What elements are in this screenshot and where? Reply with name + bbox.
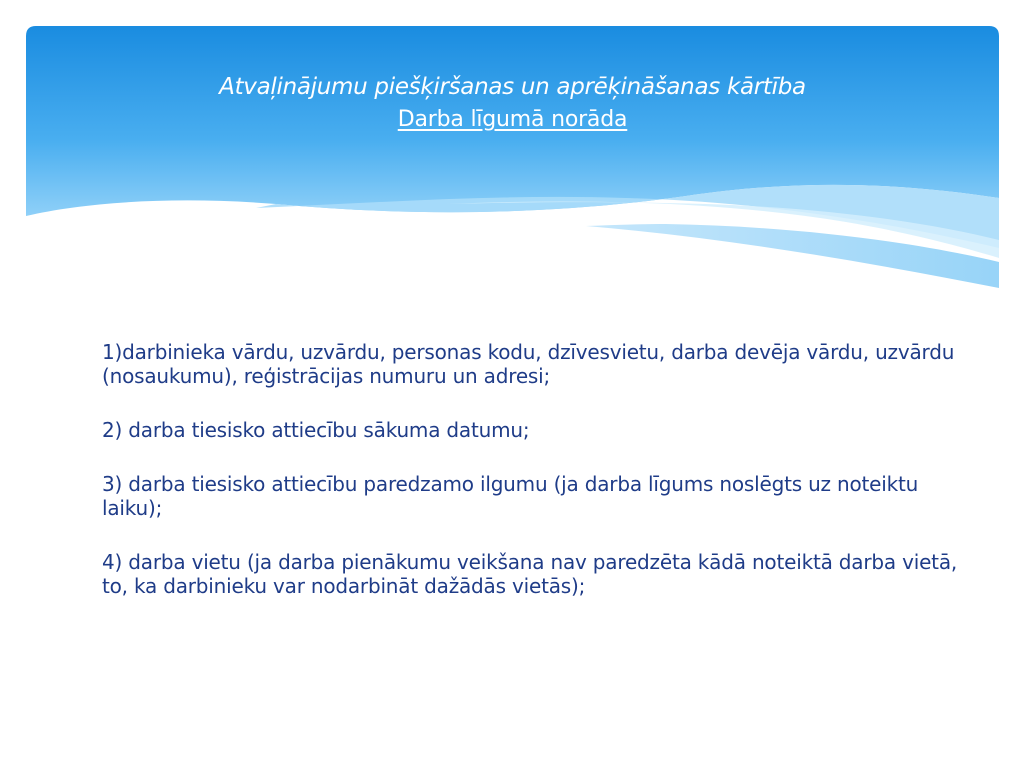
slide-title: Atvaļinājumu piešķiršanas un aprēķināšanas kārtība (219, 74, 806, 100)
header-wave-banner (26, 26, 999, 296)
content-list (102, 340, 962, 628)
list-item-2: 2) darba tiesisko attiecību sākuma datumu; (102, 418, 530, 442)
list-item-3: 3) darba tiesisko attiecību paredzamo ilgumu (ja darba līgums noslēgts uz noteiktu laiku); (102, 472, 919, 520)
title-block (26, 70, 999, 136)
list-item-4: 4) darba vietu (ja darba pienākumu veikšana nav paredzēta kādā noteiktā darba vietā, to, ka darbinieku var nodarbināt dažādās vietās); (102, 550, 958, 598)
slide-subtitle: Darba līgumā norāda (397, 107, 628, 132)
list-item-1: 1)darbinieka vārdu, uzvārdu, personas kodu, dzīvesvietu, darba devēja vārdu, uzvārdu (nosaukumu), reģistrācijas numuru un adresi; (102, 340, 955, 388)
